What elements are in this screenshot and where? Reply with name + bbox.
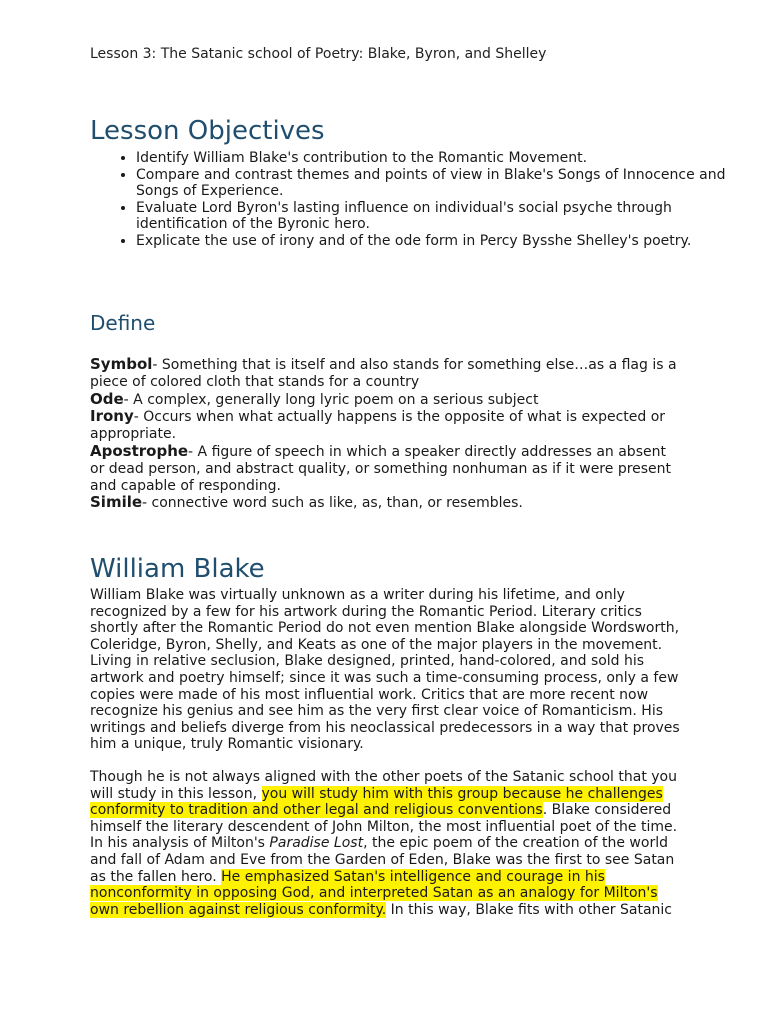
define-heading: Define — [90, 311, 156, 335]
term-label: Irony — [90, 407, 134, 426]
term-label: Apostrophe — [90, 441, 189, 460]
term-definition: - connective word such as like, as, than, or resembles. — [142, 495, 523, 512]
william-blake-heading: William Blake — [90, 554, 265, 584]
highlighted-text: you will study him with this group because he challenges conformity to tradition and other legal and religious conventions — [90, 785, 663, 819]
definitions-list — [90, 356, 680, 512]
term-label: Simile — [90, 493, 143, 512]
list-item: • Evaluate Lord Byron's lasting influence on individual's social psyche through identification of the Byronic hero. — [136, 200, 726, 233]
term-definition: - A figure of speech in which a speaker directly addresses an absent or dead person, and abstract quality, or something nonhuman as if it were present and capable of responding. — [90, 443, 672, 494]
blake-paragraph-2 — [90, 769, 680, 918]
paragraph-text: In this way, Blake fits with other Satanic — [386, 901, 673, 918]
list-item: • Identify William Blake's contribution to the Romantic Movement. — [136, 150, 726, 167]
book-title: Paradise Lost — [269, 835, 364, 852]
term-definition: - A complex, generally long lyric poem on a serious subject — [123, 391, 539, 408]
page-header: Lesson 3: The Satanic school of Poetry: Blake, Byron, and Shelley — [90, 46, 547, 62]
paragraph-text: . Blake considered himself the literary descendent of John Milton, the most influential poet of the time. In his analysis of Milton's — [90, 802, 678, 852]
paragraph-text: , the epic poem of the creation of the world and fall of Adam and Eve from the Garden of Eden, Blake was the first to see Satan as the fallen hero. — [90, 835, 675, 885]
term-definition: - Something that is itself and also stands for something else…as a flag is a piece of colored cloth that stands for a country — [90, 357, 677, 390]
list-item: • Explicate the use of irony and of the ode form in Percy Bysshe Shelley's poetry. — [136, 233, 726, 250]
term-definition: - Occurs when what actually happens is the opposite of what is expected or appropriate. — [90, 409, 666, 443]
term-label: Symbol — [90, 355, 153, 373]
lesson-objectives-heading: Lesson Objectives — [90, 116, 325, 146]
term-label: Ode — [90, 389, 124, 408]
definition-symbol — [90, 356, 680, 391]
definition-apostrophe — [90, 443, 680, 494]
highlighted-text: He emphasized Satan's intelligence and courage in his nonconformity in opposing God, and interpreted Satan as an analogy for Milton's own rebellion against religious conformity. — [90, 868, 658, 918]
objectives-list — [90, 150, 726, 250]
paragraph-text: Though he is not always aligned with the other poets of the Satanic school that you will study in this lesson, — [90, 769, 677, 802]
definition-simile — [90, 494, 680, 512]
definition-irony — [90, 408, 680, 443]
blake-paragraph-1: William Blake was virtually unknown as a writer during his lifetime, and only recognized by a few for his artwork during the Romantic Period. Literary critics shortly after the Romantic Period do not even mention Blake alongside Wordsworth, Coleridge, Byron, Shelly, and Keats as one of the major players in the movement. Living in relative seclusion, Blake designed, printed, hand-colored, and sold his artwork and poetry himself; since it was such a time-consuming process, only a few copies were made of his most influential work. Critics that are more recent now recognize his genius and see him as the very first clear voice of Romanticism. His writings and beliefs diverge from his neoclassical predecessors in a way that proves him a unique, truly Romantic visionary. — [90, 587, 680, 753]
definition-ode — [90, 391, 680, 409]
list-item: • Compare and contrast themes and points of view in Blake's Songs of Innocence and Songs of Experience. — [136, 167, 726, 200]
